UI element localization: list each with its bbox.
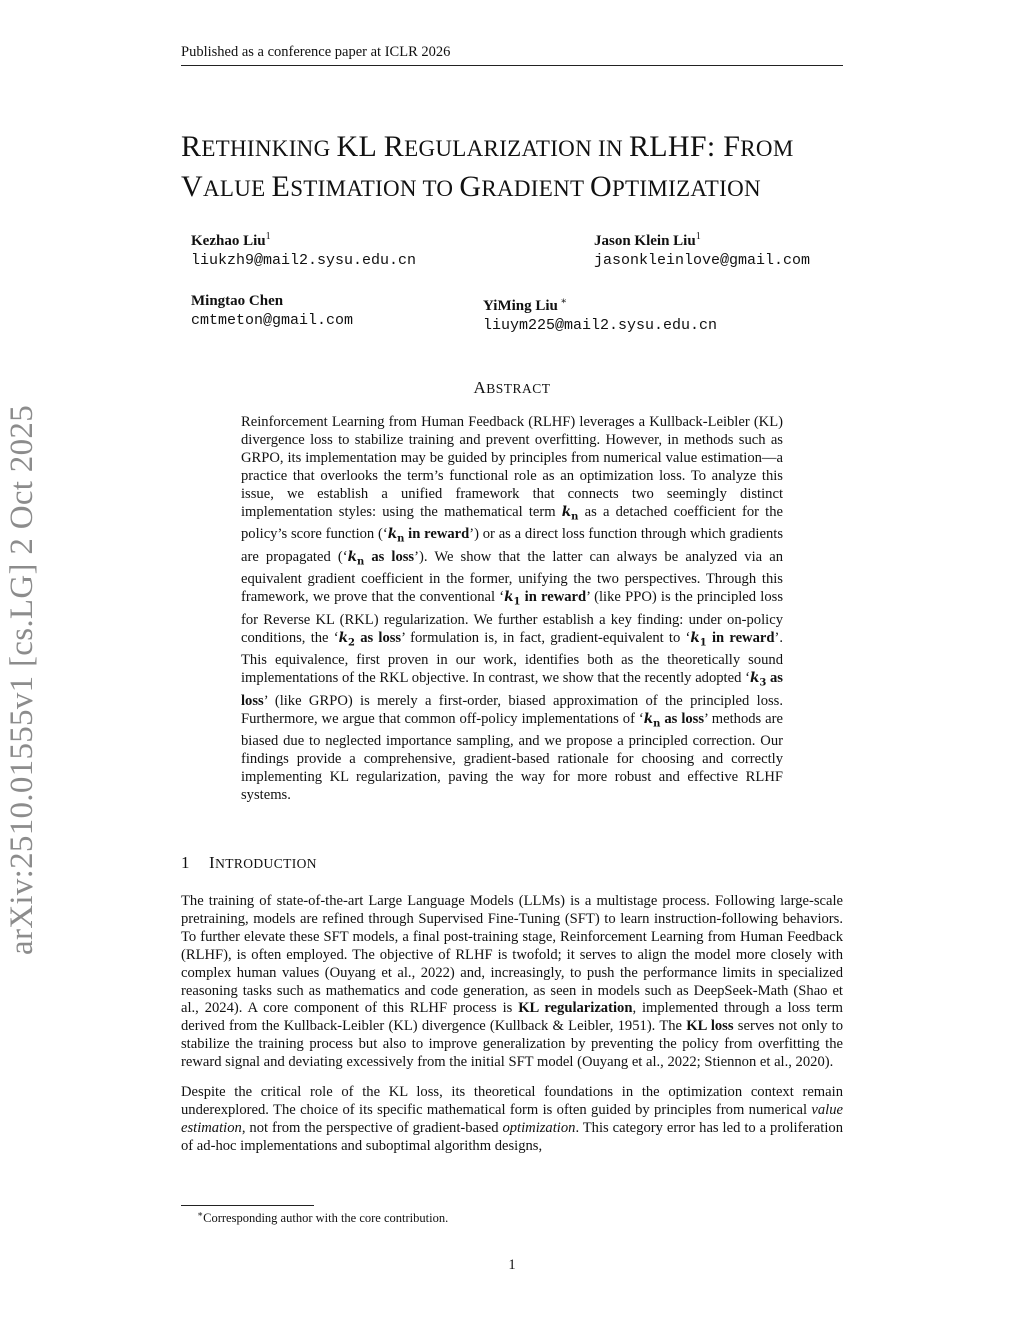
- corresponding-mark: ∗: [557, 296, 568, 307]
- author-block: [483, 292, 717, 336]
- body-paragraph: Despite the critical role of the KL loss, its theoretical foundations in the optimization context remain underexplored. The choice of its specific mathematical form is often guided by principles from numerical value estimation, not from the perspective of gradient-based optimization. This category error has led to a proliferation of ad-hoc implementations and suboptimal algorithm designs,: [181, 1084, 843, 1154]
- author-email[interactable]: liuym225@mail2.sysu.edu.cn: [483, 317, 718, 334]
- author-block: [594, 227, 810, 271]
- author-email[interactable]: cmtmeton@gmail.com: [191, 312, 354, 329]
- introduction-body: [181, 893, 843, 1168]
- author-block: [191, 227, 416, 271]
- footnote-rule: [181, 1205, 314, 1206]
- author-name: YiMing Liu: [483, 298, 558, 314]
- author-block: [191, 292, 353, 331]
- author-email[interactable]: jasonkleinlove@gmail.com: [594, 252, 811, 269]
- footnote: ∗Corresponding author with the core contribution.: [197, 1209, 449, 1226]
- running-header: Published as a conference paper at ICLR 2026: [181, 44, 843, 66]
- affiliation-mark: 1: [695, 231, 701, 242]
- abstract-body: [241, 414, 783, 805]
- paper-title: [181, 128, 861, 208]
- section-heading-introduction: 1 INTRODUCTION: [181, 853, 317, 872]
- arxiv-stamp: arXiv:2510.01555v1 [cs.LG] 2 Oct 2025: [4, 404, 40, 955]
- title-line-1: RETHINKING KL REGULARIZATION IN RLHF: FROM: [181, 130, 794, 163]
- author-name: Mingtao Chen: [191, 293, 284, 309]
- author-name: Kezhao Liu: [191, 233, 266, 249]
- author-name: Jason Klein Liu: [594, 233, 696, 249]
- body-paragraph: The training of state-of-the-art Large Language Models (LLMs) is a multistage process. Following large-scale pretraining, models are refined through Supervised Fine-Tuning (SFT) to learn instruction-following behaviors. To further elevate these SFT models, a final post-training stage, Reinforcement Learning from Human Feedback (RLHF), is often employed. The objective of RLHF is twofold; it serves to align the model more closely with complex human values (Ouyang et al., 2022) and, increasingly, to push the performance limits in specialized reasoning tasks such as mathematics and code generation, as seen in models such as DeepSeek-Math (Shao et al., 2024). A core component of this RLHF process is KL regularization, implemented through a loss term derived from the Kullback-Leibler (KL) divergence (Kullback & Leibler, 1951). The KL loss serves not only to stabilize the training process but also to improve generalization by preventing the policy from overfitting the reward signal and deviating excessively from the initial SFT model (Ouyang et al., 2022; Stiennon et al., 2020).: [181, 893, 844, 1071]
- affiliation-mark: 1: [265, 231, 271, 242]
- page-number: 1: [508, 1257, 516, 1273]
- author-email[interactable]: liukzh9@mail2.sysu.edu.cn: [191, 252, 417, 269]
- title-line-2: VALUE ESTIMATION TO GRADIENT OPTIMIZATION: [181, 170, 761, 203]
- abstract-paragraph: Reinforcement Learning from Human Feedback (RLHF) leverages a Kullback-Leibler (KL) divergence loss to stabilize training and prevent overfitting. However, in methods such as GRPO, its implementation may be guided by principles from numerical value estimation—a practice that overlooks the term’s functional role as an optimization loss. To analyze this issue, we establish a unified framework that connects two seemingly distinct implementation styles: using the mathematical term $k_n$ as a detached coefficient for the policy’s score function (‘$k_n$ in reward’) or as a direct loss function through which gradients are propagated (‘$k_n$ as loss’). We show that the latter can always be analyzed via an equivalent gradient coefficient in the former, unifying the two perspectives. Through this framework, we prove that the conventional ‘$k_1$ in reward’ (like PPO) is the principled loss for Reverse KL (RKL) regularization. We further establish a key finding: under on-policy conditions, the ‘$k_2$ as loss’ formulation is, in fact, gradient-equivalent to ‘$k_1$ in reward’. This equivalence, first proven in our work, identifies both as the theoretically sound implementations of the RKL objective. In contrast, we show that the recently adopted ‘$k_3$ as loss’ (like GRPO) is merely a first-order, biased approximation of the principled loss. Furthermore, we argue that common off-policy implementations of ‘$k_n$ as loss’ methods are biased due to neglected importance sampling, and we propose a principled correction. Our findings provide a comprehensive, gradient-based rationale for choosing and correctly implementing KL regularization, paving the way for more robust and effective RLHF systems.: [241, 414, 784, 804]
- abstract-heading: ABSTRACT: [473, 378, 551, 397]
- math-kn: $k_n$: [561, 503, 579, 523]
